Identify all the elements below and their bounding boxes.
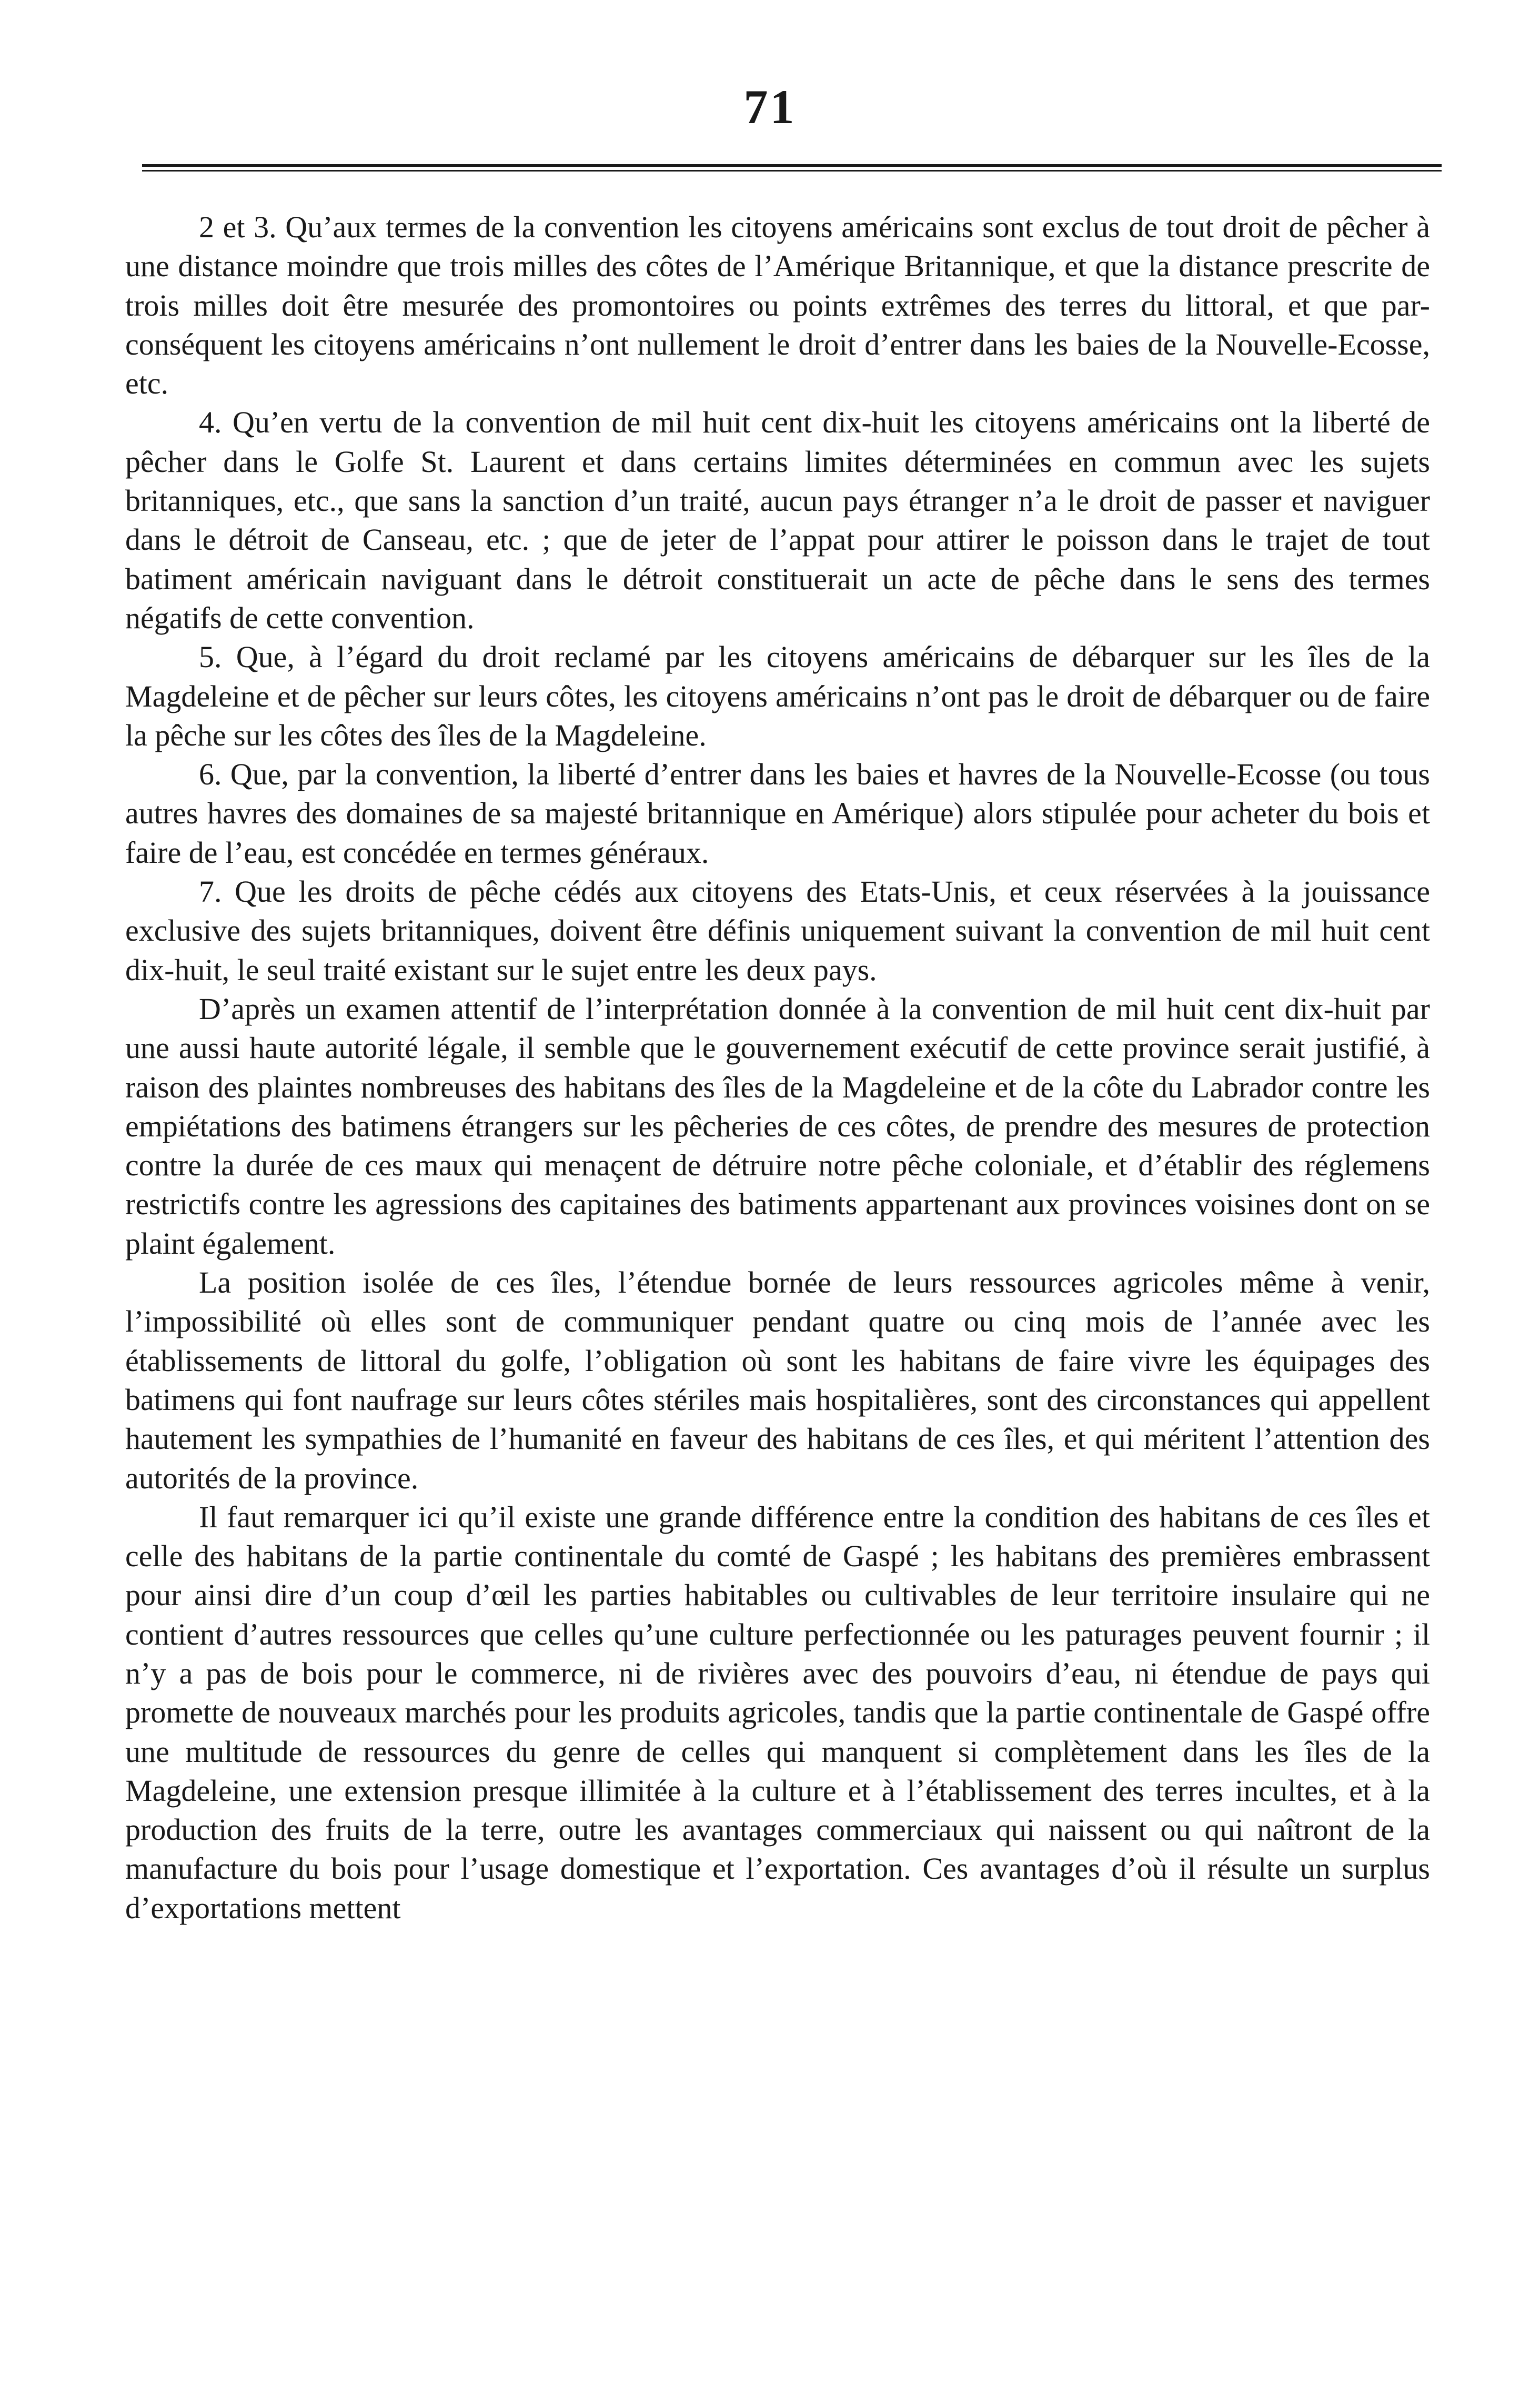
paragraph-article-7: 7. Que les droits de pêche cédés aux citoyens des Etats-Unis, et ceux réservées à la jouissance exclusive des sujets britanniques, doivent être définis uniquement suivant la convention de mil huit cent dix-huit, le seul traité existant sur le sujet entre les deux pays. [125, 874, 1430, 987]
paragraph-article-6: 6. Que, par la convention, la liberté d’entrer dans les baies et havres de la Nouvelle-Ecosse (ou tous autres havres des domaines de sa majesté britannique en Amérique) alors stipulée pour acheter du bois et faire de l’eau, est concédée en termes généraux. [125, 757, 1430, 870]
paragraph-difference: Il faut remarquer ici qu’il existe une grande différence entre la condition des habitans de ces îles et celle des habitans de la partie continentale du comté de Gaspé ; les habitans des premières embrassent pour ainsi dire d’un coup d’œil les parties habitables ou cultivables de leur territoire insulaire qui ne contient d’autres ressources que celles qu’une culture perfectionnée ou les paturages peuvent fournir ; il n’y a pas de bois pour le commerce, ni de rivières avec des pouvoirs d’eau, ni étendue de pays qui promette de nouveaux marchés pour les produits agricoles, tandis que la partie continentale de Gaspé offre une multitude de ressources du genre de celles qui manquent si complètement dans les îles de la Magdeleine, une extension presque illimitée à la culture et à l’établissement des terres incultes, et à la production des fruits de la terre, outre les avantages commerciaux qui naissent ou qui naîtront de la manufacture du bois pour l’usage domestique et l’exportation. Ces avantages d’où il résulte un surplus d’exportations mettent [125, 1499, 1430, 1925]
body-text [125, 208, 1430, 1928]
header-rule [142, 164, 1442, 172]
paragraph-interpretation: D’après un examen attentif de l’interprétation donnée à la convention de mil huit cent dix-huit par une aussi haute autorité légale, il semble que le gouvernement exécutif de cette province serait justifié, à raison des plaintes nombreuses des habitans des îles de la Magdeleine et de la côte du Labrador contre les empiétations des batimens étrangers sur les pêcheries de ces côtes, de prendre des mesures de protection contre la durée de ces maux qui menaçent de détruire notre pêche coloniale, et d’établir des réglemens restrictifs contre les agressions des capitaines des batiments appartenant aux provinces voisines dont on se plaint également. [125, 991, 1430, 1261]
paragraph-articles-2-3: 2 et 3. Qu’aux termes de la convention les citoyens américains sont exclus de tout droit de pêcher à une distance moindre que trois milles des côtes de l’Amérique Britannique, et que la distance prescrite de trois milles doit être mesurée des promontoires ou points extrêmes des terres du littoral, et que par-conséquent les citoyens américains n’ont nullement le droit d’entrer dans les baies de la Nouvelle-Ecosse, etc. [125, 210, 1430, 401]
page-number: 71 [743, 80, 797, 134]
paragraph-article-5: 5. Que, à l’égard du droit reclamé par les citoyens américains de débarquer sur les îles de la Magdeleine et de pêcher sur leurs côtes, les citoyens américains n’ont pas le droit de débarquer ou de faire la pêche sur les côtes des îles de la Magdeleine. [125, 640, 1430, 752]
paragraph-isolated-position: La position isolée de ces îles, l’étendue bornée de leurs ressources agricoles même à venir, l’impossibilité où elles sont de communiquer pendant quatre ou cinq mois de l’année avec les établissements de littoral du golfe, l’obligation où sont les habitans de faire vivre les équipages des batimens qui font naufrage sur leurs côtes stériles mais hospitalières, sont des circonstances qui appellent hautement les sympathies de l’humanité en faveur des habitans de ces îles, et qui méritent l’attention des autorités de la province. [125, 1265, 1430, 1495]
paragraph-article-4: 4. Qu’en vertu de la convention de mil huit cent dix-huit les citoyens américains ont la liberté de pêcher dans le Golfe St. Laurent et dans certains limites déterminées en commun avec les sujets britanniques, etc., que sans la sanction d’un traité, aucun pays étranger n’a le droit de passer et naviguer dans le détroit de Canseau, etc. ; que de jeter de l’appat pour attirer le poisson dans le trajet de tout batiment américain naviguant dans le détroit constituerait un acte de pêche dans le sens des termes négatifs de cette convention. [125, 405, 1430, 635]
